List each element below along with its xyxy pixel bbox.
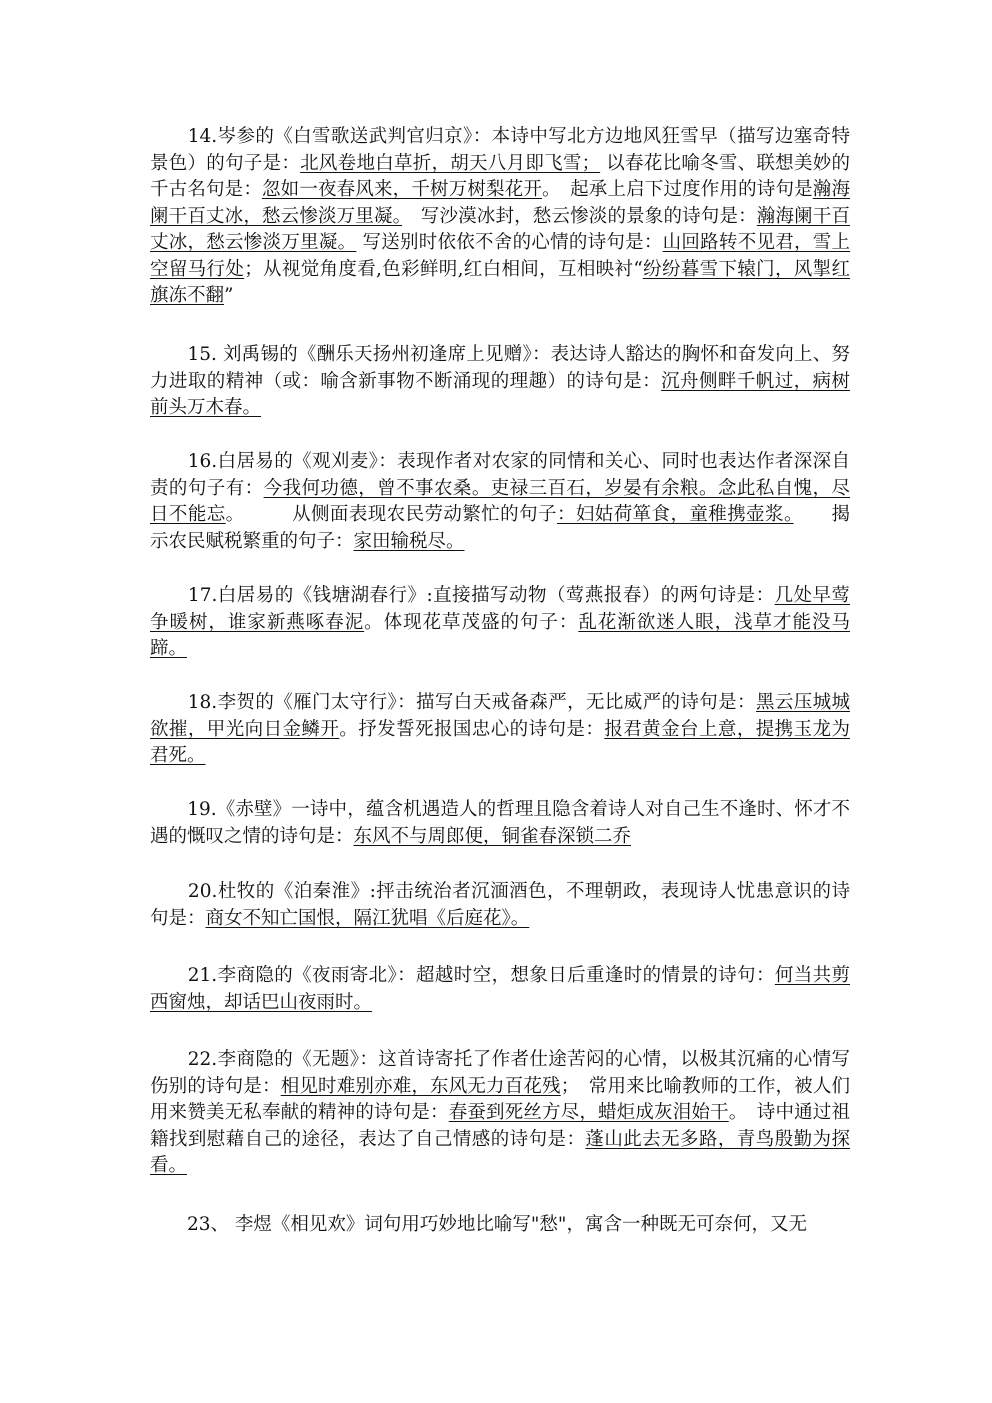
underlined-answer: 几处早莺争暖树，谁家新燕啄春泥 [150, 585, 850, 633]
underlined-answer: 报君黄金台上意，提携玉龙为君死。 [150, 718, 850, 766]
underlined-answer: 北风卷地白草折，胡天八月即飞雪； [300, 152, 601, 174]
underlined-answer: 忽如一夜春风来，千树万树梨花开 [262, 179, 543, 200]
underlined-answer: 今我何功德，曾不事农桑。吏禄三百石，岁晏有余粮。念此私自愧，尽日不能忘 [150, 477, 850, 525]
text-segment: 18.李贺的《雁门太守行》：描写白天戒备森严，无比威严的诗句是： [150, 692, 756, 713]
underlined-answer: ：妇姑荷箪食，童稚携壶浆。 [556, 504, 794, 525]
text-segment: ； 常用来比喻教师的工作，被人们用来赞美无私奉献的精神的诗句是： [150, 1075, 850, 1123]
text-segment: 20.杜牧的《泊秦淮》:抨击统治者沉湎酒色，不理朝政，表现诗人忧患意识的诗句是： [150, 881, 850, 929]
underlined-answer: 蓬山此去无多路，青鸟殷勤为探看。 [150, 1128, 850, 1176]
text-segment: ” [224, 285, 234, 306]
text-segment: 。体现花草茂盛的句子： [364, 611, 579, 633]
paragraph-14 [150, 124, 850, 310]
text-segment: 19.《赤壁》一诗中，蕴含机遇造人的哲理且隐含着诗人对自己生不逢时、怀才不遇的慨叹之情的诗句是： [150, 799, 850, 847]
underlined-answer: 瀚海阑干百丈冰，愁云惨淡万里凝。 [150, 179, 850, 227]
underlined-answer: 商女不知亡国恨，隔江犹唱《后庭花》。 [205, 907, 530, 929]
underlined-answer: 东风不与周郎便，铜雀春深锁二乔 [353, 825, 632, 847]
underlined-answer: 沉舟侧畔千帆过，病树前头万木春。 [150, 370, 850, 418]
text-segment: 。抒发誓死报国忠心的诗句是： [339, 718, 605, 740]
text-segment: 。 从侧面表现农民劳动繁忙的句子 [225, 504, 557, 525]
text-segment: 16.白居易的《观刈麦》：表现作者对农家的同情和关心、同时也表达作者深深自责的句子有： [150, 451, 850, 499]
text-segment: 写沙漠冰封，愁云惨淡的景象的诗句是： [402, 205, 757, 227]
text-segment: 17.白居易的《钱塘湖春行》:直接描写动物（莺燕报春）的两句诗是： [150, 585, 775, 606]
text-segment: ；从视觉角度看,色彩鲜明,红白相间，互相映衬“ [244, 258, 643, 280]
underlined-answer: 山回路转不见君，雪上空留马行处 [150, 232, 850, 280]
paragraph-17 [150, 583, 850, 663]
underlined-answer: 纷纷暮雪下辕门，风掣红旗冻不翻 [150, 258, 850, 306]
underlined-answer: 瀚海阑干百丈冰，愁云惨淡万里凝。 [150, 205, 850, 253]
underlined-answer: 家田输税尽。 [353, 530, 465, 552]
text-segment: 22.李商隐的《无题》：这首诗寄托了作者仕途苦闷的心情，以极其沉痛的心情写伤别的诗句是： [150, 1049, 850, 1097]
text-segment: 14.岑参的《白雪歌送武判官归京》：本诗中写北方边地风狂雪早（描写边塞奇特景色）的句子是： [150, 126, 850, 174]
text-segment: 15. 刘禹锡的《酬乐天扬州初逢席上见赠》：表达诗人豁达的胸怀和奋发向上、努力进取的精神（或：喻含新事物不断涌现的理趣）的诗句是： [150, 344, 850, 392]
paragraph-18 [150, 690, 850, 770]
text-segment: 揭示农民赋税繁重的句子： [150, 504, 850, 552]
text-segment: 以春花比喻冬雪、联想美妙的千古名句是： [150, 152, 850, 200]
text-segment: 写送别时依依不舍的心情的诗句是： [356, 232, 663, 253]
paragraph-21 [150, 963, 850, 1016]
underlined-answer: 乱花渐欲迷人眼，浅草才能没马蹄。 [150, 611, 850, 659]
underlined-answer: 相见时难别亦难，东风无力百花残 [280, 1075, 561, 1097]
paragraph-20 [150, 879, 850, 932]
text-segment: 21.李商隐的《夜雨寄北》：超越时空，想象日后重逢时的情景的诗句： [150, 965, 775, 986]
paragraph-22 [150, 1047, 850, 1180]
paragraph-16 [150, 449, 850, 555]
paragraph-23 [150, 1212, 850, 1239]
text-segment: 23、 李煜《相见欢》词句用巧妙地比喻写"愁"，寓含一种既无可奈何，又无 [150, 1214, 807, 1235]
underlined-answer: 春蚕到死丝方尽，蜡炬成灰泪始干 [448, 1102, 729, 1123]
paragraph-19 [150, 797, 850, 850]
text-segment: 。 起承上启下过度作用的诗句是 [542, 179, 813, 200]
underlined-answer: 何当共剪西窗烛，却话巴山夜雨时。 [150, 965, 850, 1013]
paragraph-15 [150, 342, 850, 422]
text-segment: 。 诗中通过祖籍找到慰藉自己的途径，表达了自己情感的诗句是： [150, 1102, 850, 1150]
underlined-answer: 黑云压城城欲摧，甲光向日金鳞开 [150, 692, 850, 740]
